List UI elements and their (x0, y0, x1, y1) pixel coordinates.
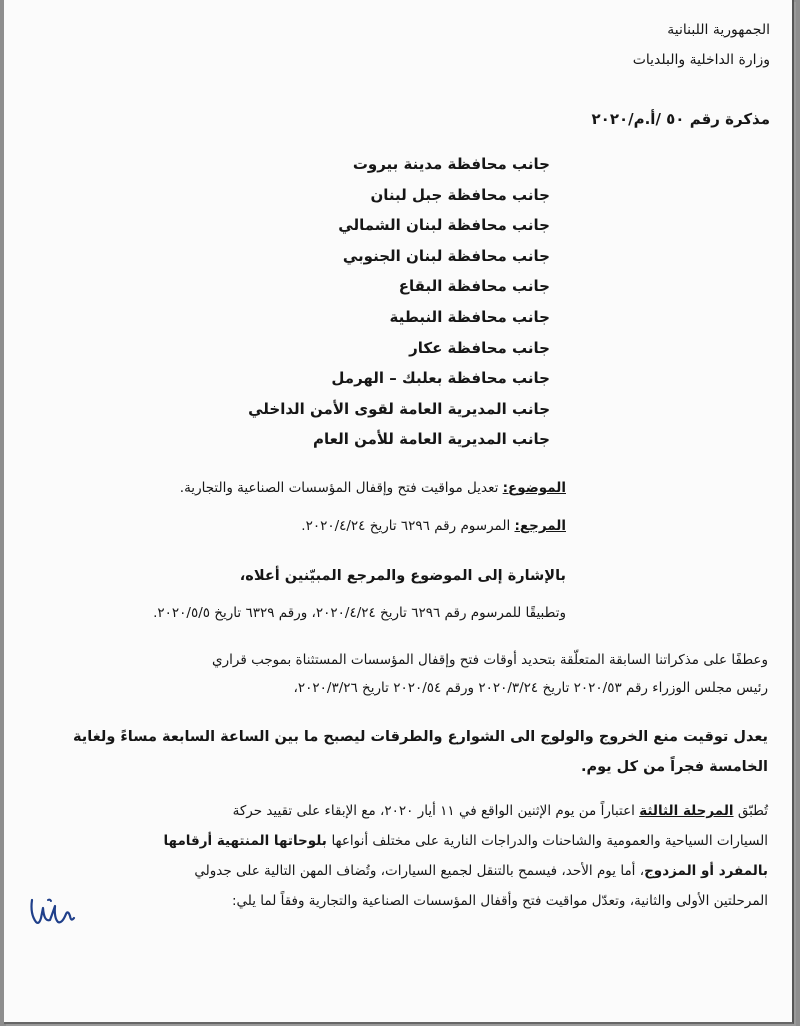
recipient-item: جانب المديرية العامة للأمن العام (313, 430, 550, 449)
subject-label: الموضوع: (502, 480, 566, 496)
phase-line-3-text: ، أما يوم الأحد، فيسمح بالتنقل لجميع السيارات، وتُضاف المهن التالية على جدولي (194, 863, 645, 879)
recipient-item: جانب محافظة لبنان الجنوبي (342, 246, 550, 265)
curfew-paragraph (28, 722, 768, 782)
phase-line-2-bold: بلوحاتها المنتهية أرقامها (163, 833, 332, 849)
recipient-item: جانب محافظة جبل لبنان (370, 185, 550, 204)
phase-line-2 (163, 833, 768, 849)
phase-label: المرحلة الثالثة (639, 803, 734, 819)
recipient-item: جانب محافظة بعلبك – الهرمل (331, 369, 550, 388)
recipient-item: جانب محافظة لبنان الشمالي (338, 216, 550, 235)
recipient-item: جانب المديرية العامة لقوى الأمن الداخلي (248, 399, 550, 418)
recipient-item: جانب محافظة البقاع (398, 277, 550, 296)
phase-line-1 (233, 803, 768, 819)
further-line-2: رئيس مجلس الوزراء رقم ٢٠٢٠/٥٣ تاريخ ٢٠٢٠/٣/٢٤ ورقم ٢٠٢٠/٥٤ تاريخ ٢٠٢٠/٣/٢٦، (293, 680, 768, 696)
phase-line-1-text: اعتباراً من يوم الإثنين الواقع في ١١ أيار ٢٠٢٠، مع الإبقاء على تقييد حركة (232, 803, 640, 819)
signature-initials (26, 892, 86, 932)
recipient-item: جانب محافظة عكار (409, 338, 550, 357)
phase-line-2-text: السيارات السياحية والعمومية والشاحنات والدراجات النارية على مختلف أنواعها (331, 833, 768, 849)
subject-line (180, 480, 566, 496)
further-line-1: وعطفًا على مذكراتنا السابقة المتعلّقة بتحديد أوقات فتح وإقفال المؤسسات المستثناة بموجب قراري (212, 652, 768, 668)
reference-line (301, 518, 566, 534)
header-country: الجمهورية اللبنانية (667, 22, 770, 38)
recipient-item: جانب محافظة مدينة بيروت (352, 155, 550, 173)
intro-line: بالإشارة إلى الموضوع والمرجع المبيّنين أعلاه، (239, 568, 566, 584)
recipients-list (248, 152, 550, 458)
subject-text: تعديل مواقيت فتح وإقفال المؤسسات الصناعية والتجارية. (179, 480, 503, 496)
reference-label: المرجع: (514, 518, 566, 534)
document-page (4, 0, 794, 1024)
applying-line: وتطبيقًا للمرسوم رقم ٦٢٩٦ تاريخ ٢٠٢٠/٤/٢٤، ورقم ٦٣٢٩ تاريخ ٢٠٢٠/٥/٥. (153, 605, 566, 621)
curfew-line-1: يعدل توقيت منع الخروج والولوج الى الشوارع والطرقات ليصبح ما بين الساعة السابعة مساءً ولغاية (73, 729, 768, 745)
phase-line-3 (194, 863, 768, 879)
curfew-line-2: الخامسة فجراً من كل يوم. (580, 759, 768, 775)
phase-prefix: تُطبّق (733, 803, 768, 819)
recipient-item: جانب محافظة النبطية (389, 307, 550, 326)
reference-text: المرسوم رقم ٦٢٩٦ تاريخ ٢٠٢٠/٤/٢٤. (301, 518, 515, 534)
memo-number: مذكرة رقم ٥٠ /أ.م/٢٠٢٠ (591, 110, 770, 128)
header-ministry: وزارة الداخلية والبلديات (632, 52, 770, 68)
phase-line-3-bold: بالمفرد أو المزدوج (644, 863, 768, 879)
phase-line-4: المرحلتين الأولى والثانية، وتعدّل مواقيت فتح وأقفال المؤسسات الصناعية والتجارية وفقاً لما يلي: (231, 893, 768, 909)
